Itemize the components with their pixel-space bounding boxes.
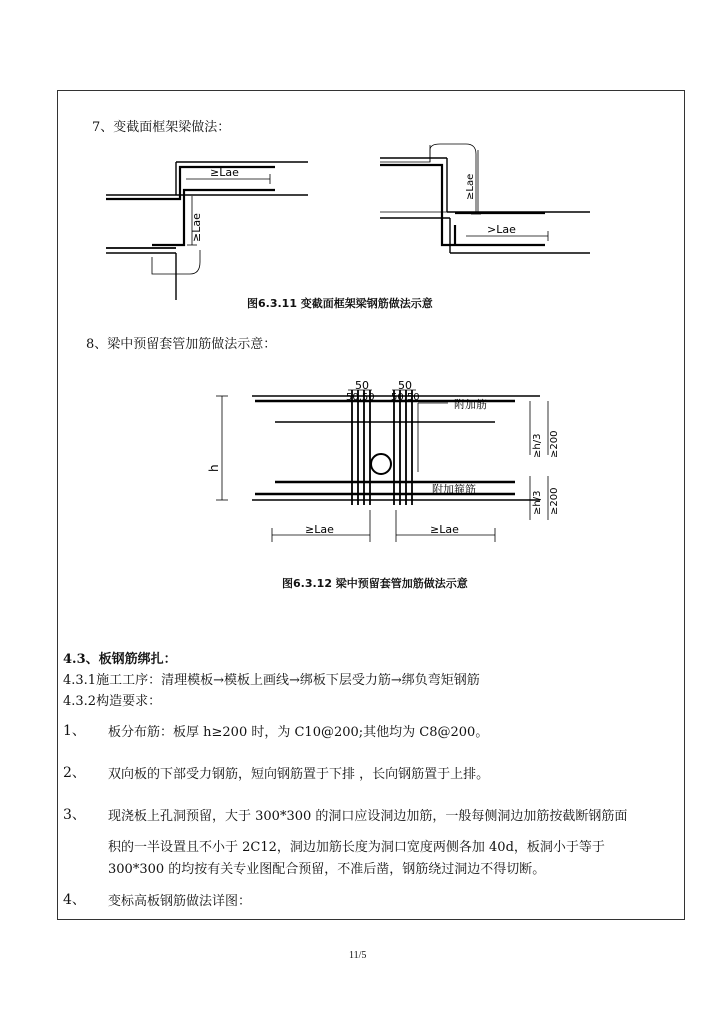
- section-title: 4.3、板钢筋绑扎：: [63, 652, 177, 667]
- item-2-text: 双向板的下部受力钢筋，短向钢筋置于下排 ，长向钢筋置于上排。: [108, 767, 490, 782]
- structural-requirements: 4.3.2构造要求：: [63, 694, 162, 709]
- h3-bottom-label: ≥h/3: [532, 490, 543, 515]
- lae-left-label: ≥Lae: [305, 523, 334, 536]
- dim-50-50-left: 50,50: [346, 392, 375, 403]
- figure-6-3-12: [0, 360, 724, 570]
- item-3-text-line2: 积的一半设置且不小于 2C12，洞边加筋长度为洞口宽度两侧各加 40d，板洞小于等于: [108, 840, 605, 855]
- dim-50-right: 50: [398, 379, 412, 392]
- page-number: 11/5: [349, 950, 367, 961]
- label-additional-bar: 附加筋: [454, 398, 487, 411]
- construction-sequence: 4.3.1施工工序：清理模板→模板上画线→绑板下层受力筋→绑负弯矩钢筋: [63, 673, 480, 688]
- item-2-number: 2、: [63, 765, 86, 781]
- item-7-heading: 7、变截面框架梁做法：: [92, 120, 231, 135]
- item-3-text: 现浇板上孔洞预留，大于 300*300 的洞口应设洞边加筋，一般每侧洞边加筋按截断钢筋面: [108, 809, 628, 824]
- sleeve-hole: [371, 454, 391, 474]
- dim-50-50-right: 50,50: [391, 392, 420, 403]
- h3-top-label: ≥h/3: [532, 433, 543, 458]
- stirrups: [352, 390, 412, 505]
- lae-vertical-label: ≥Lae: [190, 213, 203, 242]
- item-1-text: 板分布筋：板厚 h≥200 时，为 C10@200;其他均为 C8@200。: [108, 725, 489, 740]
- beam-outline: [252, 396, 540, 500]
- lae-right-bottom-label: >Lae: [487, 223, 516, 236]
- item-4-text: 变标高板钢筋做法详图：: [108, 894, 252, 909]
- figure-6-3-11-caption: 图6.3.11 变截面框架梁钢筋做法示意: [247, 297, 433, 310]
- item-8-heading: 8、梁中预留套管加筋做法示意：: [86, 337, 277, 352]
- figure-6-3-11: [0, 0, 724, 330]
- left-beam-drawing: [106, 162, 308, 300]
- right-beam-drawing: [380, 145, 590, 253]
- lae-right-vertical-label: ≥Lae: [465, 173, 476, 200]
- beam-height-label: h: [207, 464, 221, 472]
- lae-right-label: ≥Lae: [430, 523, 459, 536]
- item-3-text-line3: 300*300 的均按有关专业图配合预留，不准后凿，钢筋绕过洞边不得切断。: [108, 862, 546, 877]
- dim-50-left: 50: [355, 379, 369, 392]
- d200-top-label: ≥200: [549, 430, 560, 458]
- d200-bottom-label: ≥200: [549, 487, 560, 515]
- label-additional-stirrup: 附加箍筋: [432, 483, 476, 496]
- item-4-number: 4、: [63, 892, 86, 908]
- item-1-number: 1、: [63, 723, 86, 739]
- item-3-number: 3、: [63, 807, 86, 823]
- figure-6-3-12-caption: 图6.3.12 梁中预留套管加筋做法示意: [282, 577, 468, 590]
- lae-top-label: ≥Lae: [210, 166, 239, 179]
